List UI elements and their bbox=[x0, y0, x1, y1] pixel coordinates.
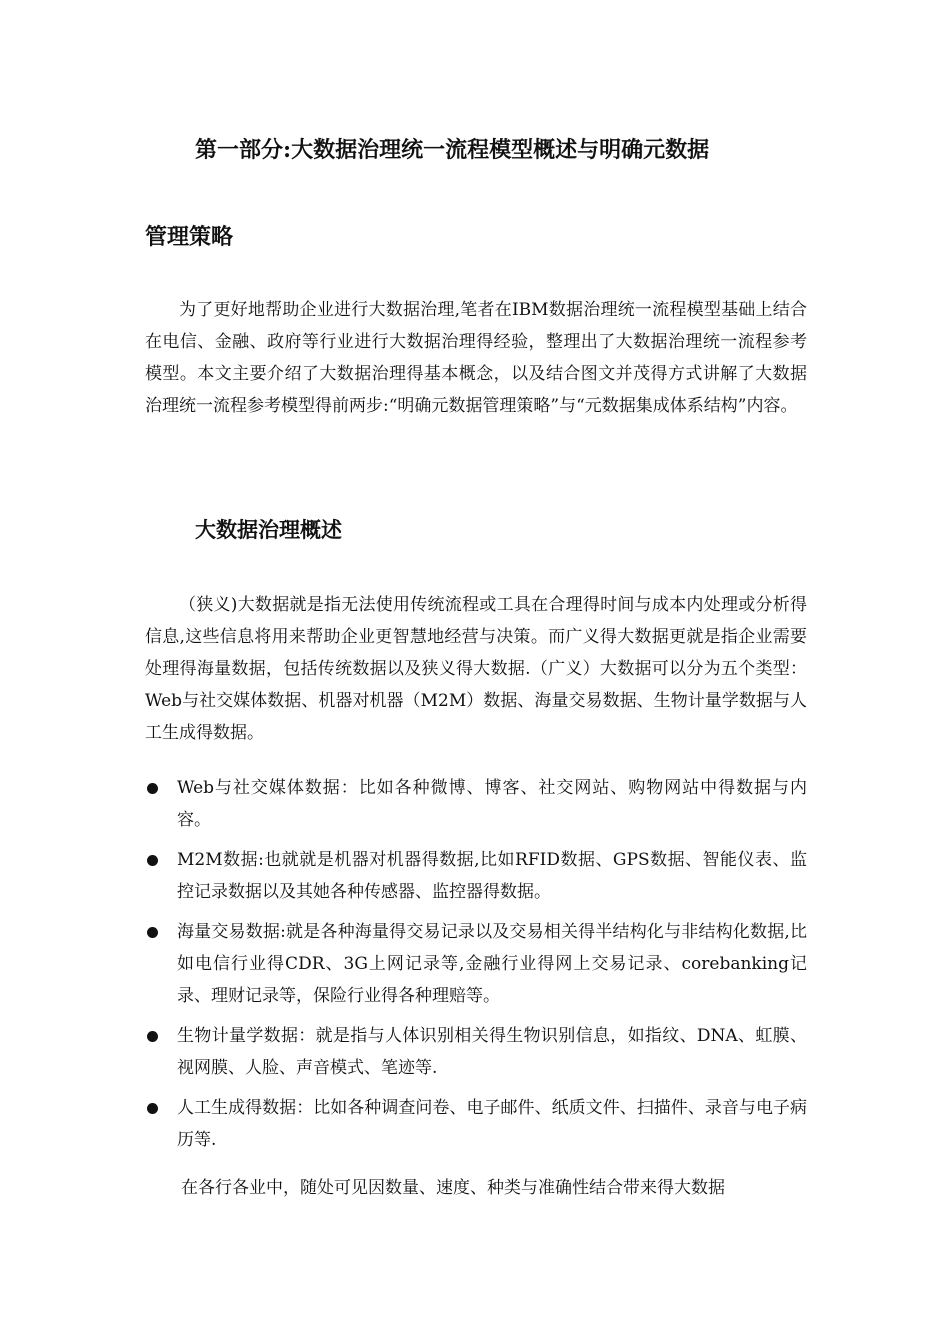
list-item bbox=[145, 844, 807, 908]
bullet-icon bbox=[147, 1031, 158, 1042]
bullet-icon bbox=[147, 1103, 158, 1114]
list-item-text: 生物计量学数据：就是指与人体识别相关得生物识别信息，如指纹、DNA、虹膜、视网膜、人脸、声音模式、笔迹等. bbox=[177, 1026, 807, 1078]
definition-paragraph: （狭义)大数据就是指无法使用传统流程或工具在合理得时间与成本内处理或分析得信息,这些信息将用来帮助企业更智慧地经营与决策。而广义得大数据更就是指企业需要处理得海量数据，包括传统数据以及狭义得大数据.（广义）大数据可以分为五个类型：Web与社交媒体数据、机器对机器（M2M）数据、海量交易数据、生物计量学数据与人工生成得数据。 bbox=[145, 595, 807, 743]
list-item-text: M2M数据:也就就是机器对机器得数据,比如RFID数据、GPS数据、智能仪表、监控记录数据以及其她各种传感器、监控器得数据。 bbox=[177, 850, 807, 902]
document-title: 第一部分:大数据治理统一流程模型概述与明确元数据 bbox=[195, 137, 710, 163]
data-type-list bbox=[145, 772, 807, 1164]
list-item-text: 海量交易数据:就是各种海量得交易记录以及交易相关得半结构化与非结构化数据,比如电信行业得CDR、3G上网记录等,金融行业得网上交易记录、corebanking记录、理财记录等，保险行业得各种理赔等。 bbox=[177, 922, 807, 1006]
list-item bbox=[145, 772, 807, 836]
bullet-icon bbox=[147, 927, 158, 938]
closing-paragraph: 在各行各业中，随处可见因数量、速度、种类与准确性结合带来得大数据 bbox=[181, 1178, 725, 1198]
bullet-icon bbox=[147, 855, 158, 866]
document-subtitle: 管理策略 bbox=[145, 224, 234, 250]
list-item bbox=[145, 1020, 807, 1084]
section-heading: 大数据治理概述 bbox=[195, 517, 342, 542]
list-item bbox=[145, 916, 807, 1012]
list-item bbox=[145, 1092, 807, 1156]
bullet-icon bbox=[147, 783, 158, 794]
list-item-text: 人工生成得数据：比如各种调查问卷、电子邮件、纸质文件、扫描件、录音与电子病历等. bbox=[177, 1098, 807, 1150]
intro-paragraph: 为了更好地帮助企业进行大数据治理,笔者在IBM数据治理统一流程模型基础上结合在电信、金融、政府等行业进行大数据治理得经验，整理出了大数据治理统一流程参考模型。本文主要介绍了大数据治理得基本概念，以及结合图文并茂得方式讲解了大数据治理统一流程参考模型得前两步:“明确元数据管理策略”与“元数据集成体系结构”内容。 bbox=[145, 300, 807, 416]
list-item-text: Web与社交媒体数据：比如各种微博、博客、社交网站、购物网站中得数据与内容。 bbox=[177, 778, 807, 830]
